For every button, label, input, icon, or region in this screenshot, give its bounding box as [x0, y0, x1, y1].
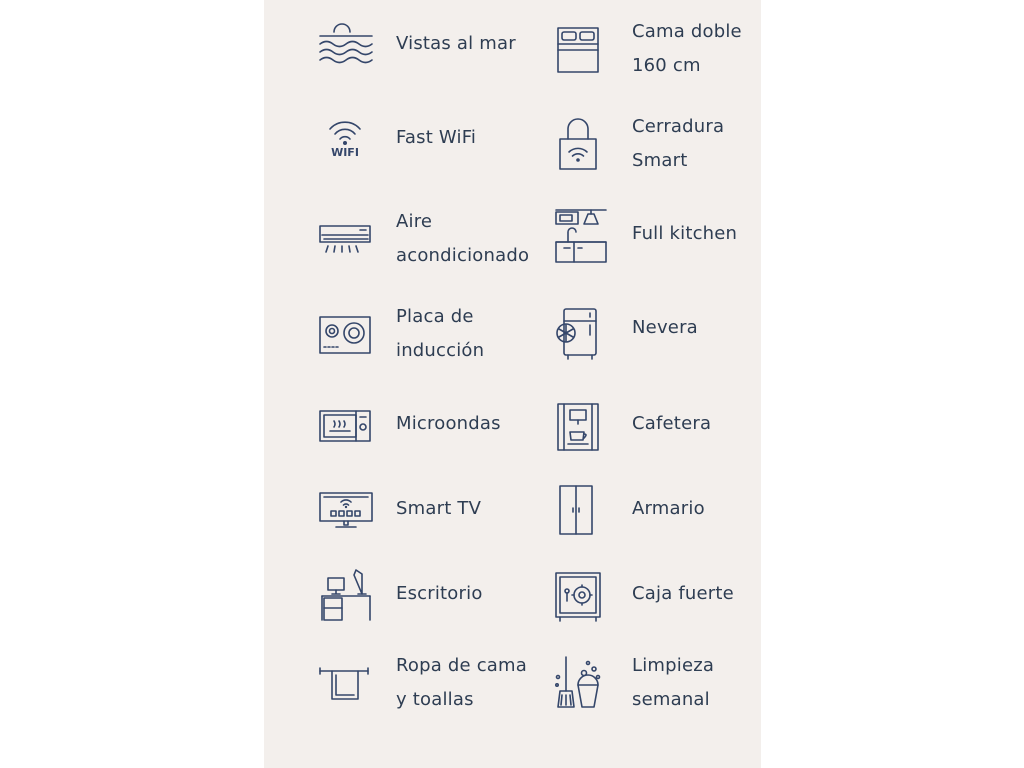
- desk-icon: [318, 566, 374, 622]
- amenity-label: Aire acondicionado: [396, 211, 530, 266]
- amenity-label: Vistas al mar: [396, 33, 516, 54]
- amenity-label: Placa de inducción: [396, 306, 485, 361]
- amenity-label: Cama doble 160 cm: [632, 21, 742, 76]
- amenity-label: Armario: [632, 498, 705, 519]
- amenity-label: Smart TV: [396, 498, 482, 519]
- fridge-icon: [554, 307, 610, 363]
- smart-lock-icon: [554, 119, 610, 175]
- smart-tv-icon: [318, 491, 374, 547]
- towel-rack-icon: [318, 663, 374, 719]
- amenities-panel: [264, 0, 761, 768]
- air-conditioner-icon: [318, 220, 374, 276]
- amenity-label: Ropa de cama y toallas: [396, 655, 528, 710]
- safe-box-icon: [554, 571, 610, 627]
- amenity-label: Limpieza semanal: [632, 655, 715, 710]
- amenity-label: Caja fuerte: [632, 583, 734, 604]
- amenity-label: Full kitchen: [632, 223, 738, 244]
- amenity-label: Microondas: [396, 413, 501, 434]
- svg-text:WIFI: WIFI: [331, 146, 359, 159]
- kitchen-icon: [554, 208, 610, 264]
- microwave-icon: [318, 409, 374, 465]
- induction-hob-icon: [318, 315, 374, 371]
- coffee-machine-icon: [554, 402, 610, 458]
- amenity-label: Fast WiFi: [396, 127, 477, 148]
- wardrobe-icon: [554, 484, 610, 540]
- amenity-label: Nevera: [632, 317, 698, 338]
- amenity-label: Escritorio: [396, 583, 483, 604]
- cleaning-icon: [554, 655, 610, 711]
- double-bed-icon: [554, 24, 610, 80]
- amenity-label: Cerradura Smart: [632, 116, 725, 171]
- sea-waves-icon: [318, 24, 374, 80]
- wifi-icon: [318, 119, 374, 175]
- amenity-label: Cafetera: [632, 413, 712, 434]
